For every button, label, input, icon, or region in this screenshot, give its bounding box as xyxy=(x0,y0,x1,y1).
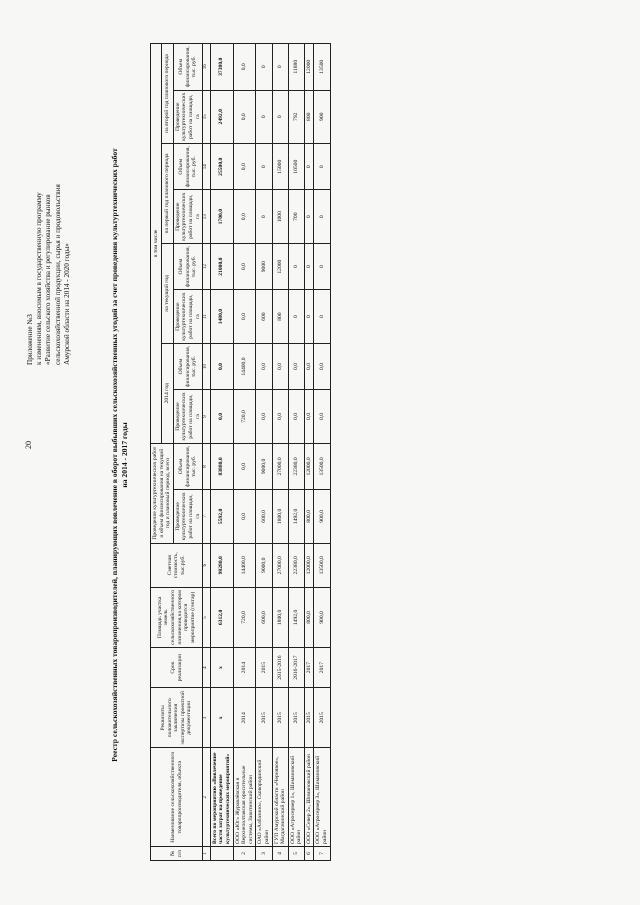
table-cell: 83880,0 xyxy=(210,443,233,489)
table-cell: 0,0 xyxy=(288,343,304,389)
subheader-conduct: Проведение культуртехнических работ на площади, га xyxy=(173,490,202,544)
row-name: ООО «Юг» Журавлёвская и Верхнеполтавская оросительные системы, Завитинский район xyxy=(233,748,256,846)
column-number: 5 xyxy=(203,587,211,647)
subheader-volume: Объем финансирования, тыс. руб. xyxy=(173,343,202,389)
column-number: 12 xyxy=(203,243,211,289)
table-cell: 0,0 xyxy=(233,443,256,489)
table-row xyxy=(272,44,288,861)
rotated-content xyxy=(18,25,618,885)
column-number: 13 xyxy=(203,190,211,244)
subheader-conduct: Проведение культуртехнических работ на площади, га xyxy=(173,390,202,444)
table-cell: 720,0 xyxy=(233,587,256,647)
table-cell: 0 xyxy=(288,290,304,344)
table-cell: 2015 xyxy=(304,688,314,748)
table-row xyxy=(304,44,314,861)
table-cell: 0 xyxy=(314,243,330,289)
subheader-conduct: Проведение культуртехнических работ на площади, га xyxy=(173,190,202,244)
header-in-total: в том числе xyxy=(151,44,162,444)
table-cell: 0,0 xyxy=(233,190,256,244)
table-cell: 0,0 xyxy=(304,343,314,389)
row-number: 7 xyxy=(314,846,330,860)
column-number: 4 xyxy=(203,648,211,688)
column-number: 2 xyxy=(203,748,211,846)
table-cell: 9000,0 xyxy=(256,543,272,587)
table-cell: 1492,0 xyxy=(288,490,304,544)
row-number: 2 xyxy=(233,846,256,860)
subheader-volume: Объем финансирования, тыс. руб. xyxy=(173,443,202,489)
table-cell: 2015 xyxy=(256,648,272,688)
table-cell: 0 xyxy=(304,290,314,344)
table-cell: 10500 xyxy=(288,144,304,190)
table-cell: 2015-2016 xyxy=(272,648,288,688)
table-cell: 12000,0 xyxy=(304,543,314,587)
row-number: 3 xyxy=(256,846,272,860)
table-cell: 0,0 xyxy=(210,343,233,389)
table-cell: 800,0 xyxy=(304,587,314,647)
table-cell: 0,0 xyxy=(233,90,256,144)
subheader-volume: Объем финансирования, тыс. руб. xyxy=(173,243,202,289)
header-area: Площадь участка земель сельскохозяйственного назначения,на котором проводится мероприятие (гектар) xyxy=(151,587,203,647)
table-cell: 1000 xyxy=(272,190,288,244)
table-cell: 0,0 xyxy=(233,44,256,91)
subheader-conduct: Проведение культуртехнических работ на площади, га xyxy=(173,290,202,344)
table-cell: 0 xyxy=(314,144,330,190)
row-name: ОАО «Албазино», Сковородинский район xyxy=(256,748,272,846)
table-cell: 600 xyxy=(256,290,272,344)
table-cell: 0,0 xyxy=(272,390,288,444)
row-name: Всего по мероприятию «Вовлечение части затрат на проведение культуртехнических мероприятий» xyxy=(210,748,233,846)
header-num: № п/п xyxy=(151,846,203,860)
table-cell: 1480,0 xyxy=(210,290,233,344)
table-cell: 0 xyxy=(256,190,272,244)
table-cell: 2015 xyxy=(272,688,288,748)
document-title xyxy=(110,45,130,865)
header-first-plan-year: на первый год планового периода xyxy=(162,144,173,244)
table-cell: 0 xyxy=(288,243,304,289)
title-line-2: на 2014 - 2017 годы xyxy=(120,422,129,488)
row-name: ООО «Агросервер 1», Шимановский район xyxy=(288,748,304,846)
table-cell: 12000,0 xyxy=(304,443,314,489)
column-number: 16 xyxy=(203,44,211,91)
table-cell: 25500,0 xyxy=(210,144,233,190)
table-cell: 2016-2017 xyxy=(288,648,304,688)
table-cell: 22380,0 xyxy=(288,543,304,587)
table-cell: 700 xyxy=(288,190,304,244)
table-cell: 1800,0 xyxy=(272,587,288,647)
column-number: 14 xyxy=(203,144,211,190)
subheader-conduct: Проведение культуртехнических работ на площади, га xyxy=(173,90,202,144)
table-cell: 27000,0 xyxy=(272,443,288,489)
column-number: 7 xyxy=(203,490,211,544)
table-cell: 11880 xyxy=(288,44,304,91)
column-number: 11 xyxy=(203,290,211,344)
table-cell: 600,0 xyxy=(256,490,272,544)
table-cell: 0 xyxy=(304,243,314,289)
table-cell: x xyxy=(210,688,233,748)
column-number: 1 xyxy=(203,846,211,860)
header-current-year: на текущий год xyxy=(162,243,173,343)
column-number: 10 xyxy=(203,343,211,389)
header-cost: Сметная стоимость, тыс.руб. xyxy=(151,543,203,587)
table-cell: 1492,0 xyxy=(288,587,304,647)
table-cell: 600,0 xyxy=(256,587,272,647)
appendix-note xyxy=(26,25,72,365)
column-number: 3 xyxy=(203,688,211,748)
header-2014: 2014 год xyxy=(162,343,173,443)
table-cell: 720,0 xyxy=(233,390,256,444)
appendix-line: Приложение №3 xyxy=(26,314,34,365)
table-cell: 13500,0 xyxy=(314,543,330,587)
table-cell: 6312,0 xyxy=(210,587,233,647)
table-cell: 0 xyxy=(304,144,314,190)
table-cell: 0,0 xyxy=(233,490,256,544)
table-cell: 900,0 xyxy=(314,490,330,544)
title-line-1: Реестр сельскохозяйственных товаропроизводителей, планирующих вовлечение в оборот выбывших сельскохозяйственных угодий за счет проведения культуртехнических работ xyxy=(110,148,119,762)
table-cell: 13500,0 xyxy=(314,443,330,489)
table-cell: 900 xyxy=(314,90,330,144)
table-cell: 0,0 xyxy=(314,390,330,444)
table-cell: 12000 xyxy=(272,243,288,289)
table-cell: 792 xyxy=(288,90,304,144)
table-cell: 0,0 xyxy=(233,290,256,344)
table-cell: 0 xyxy=(304,190,314,244)
appendix-line: Амурской области на 2014 - 2020 годы» xyxy=(62,243,71,365)
appendix-line: «Развитие сельского хозяйства и регулирование рынков xyxy=(44,194,53,365)
table-cell: 21000,0 xyxy=(210,243,233,289)
table-cell: 0,0 xyxy=(272,343,288,389)
table-cell: 0 xyxy=(314,190,330,244)
table-cell: 13500 xyxy=(314,44,330,91)
table-cell: 2017 xyxy=(314,648,330,688)
row-number: 6 xyxy=(304,846,314,860)
table-cell: 1700,0 xyxy=(210,190,233,244)
table-cell: 22380,0 xyxy=(288,443,304,489)
table-cell: 0,0 xyxy=(288,390,304,444)
table-cell: 1800,0 xyxy=(272,490,288,544)
column-number: 15 xyxy=(203,90,211,144)
registry-table xyxy=(150,43,331,861)
table-cell: 0,0 xyxy=(304,390,314,444)
table-cell: 0,0 xyxy=(256,390,272,444)
row-number: 4 xyxy=(272,846,288,860)
table-cell: 2014 xyxy=(233,648,256,688)
column-number: 6 xyxy=(203,543,211,587)
table-cell: 2015 xyxy=(314,688,330,748)
table-cell: 14400,0 xyxy=(233,343,256,389)
row-name: ГУП Амурской области «Чернявое», Магдагачинский район xyxy=(272,748,288,846)
subheader-volume: Объем финансирования, тыс. руб. xyxy=(173,144,202,190)
row-name: ООО «Север 2», Шимановский район xyxy=(304,748,314,846)
table-cell: 9000 xyxy=(256,243,272,289)
appendix-line: сельскохозяйственной продукции, сырья и продовольствия xyxy=(53,184,62,365)
table-cell: 800,0 xyxy=(304,490,314,544)
table-cell: 0,0 xyxy=(233,144,256,190)
table-cell: x xyxy=(210,648,233,688)
table-cell: 2014 xyxy=(233,688,256,748)
table-row xyxy=(210,44,233,861)
table-cell: 800 xyxy=(304,90,314,144)
column-number-row xyxy=(203,44,211,861)
table-cell: 0 xyxy=(256,90,272,144)
table-cell: 0,0 xyxy=(210,390,233,444)
table-cell: 0,0 xyxy=(314,343,330,389)
table-cell: 2492,0 xyxy=(210,90,233,144)
table-cell: 15000 xyxy=(272,144,288,190)
header-name: Наименование сельскохозяйственного товаропроизводителя, объекта xyxy=(151,748,203,846)
table-row xyxy=(256,44,272,861)
column-number: 8 xyxy=(203,443,211,489)
header-term: Срок реализации xyxy=(151,648,203,688)
table-row xyxy=(314,44,330,861)
table-cell: 2015 xyxy=(256,688,272,748)
table-cell: 14400,0 xyxy=(233,543,256,587)
table-cell: 0 xyxy=(272,44,288,91)
header-second-plan-year: на второй год планового периода xyxy=(162,44,173,144)
table-cell: 0,0 xyxy=(256,343,272,389)
table-cell: 2017 xyxy=(304,648,314,688)
table-cell: 2015 xyxy=(288,688,304,748)
table-cell: 0 xyxy=(272,90,288,144)
table-cell: 900,0 xyxy=(314,587,330,647)
row-name: ООО «Агросервер 3», Шимановский район xyxy=(314,748,330,846)
page-number: 20 xyxy=(24,441,33,449)
table-cell: 9000,0 xyxy=(256,443,272,489)
table-cell: 800 xyxy=(272,290,288,344)
table-cell: 98280,0 xyxy=(210,543,233,587)
table-row xyxy=(288,44,304,861)
table-cell: 0 xyxy=(256,144,272,190)
table-row xyxy=(233,44,256,861)
subheader-volume: Объем финансирования, тыс. руб. xyxy=(173,44,202,91)
row-number: 5 xyxy=(288,846,304,860)
row-number xyxy=(210,846,233,860)
table-cell: 0 xyxy=(256,44,272,91)
column-number: 9 xyxy=(203,390,211,444)
appendix-line: к изменениям, вносимым в государственную программу xyxy=(35,192,44,365)
table-cell: 0 xyxy=(314,290,330,344)
table-cell: 5592,0 xyxy=(210,490,233,544)
header-requisites: Реквизиты положительного заключения экспертизы проектной документации xyxy=(151,688,203,748)
table-cell: 37380,0 xyxy=(210,44,233,91)
table-cell: 0,0 xyxy=(233,243,256,289)
table-body xyxy=(203,44,331,861)
table-cell: 12000 xyxy=(304,44,314,91)
table-cell: 27000,0 xyxy=(272,543,288,587)
header-conduct-group: Проведение культуртехнических работ и объем финансирования на текущий год и плановый период, всего xyxy=(151,443,174,543)
